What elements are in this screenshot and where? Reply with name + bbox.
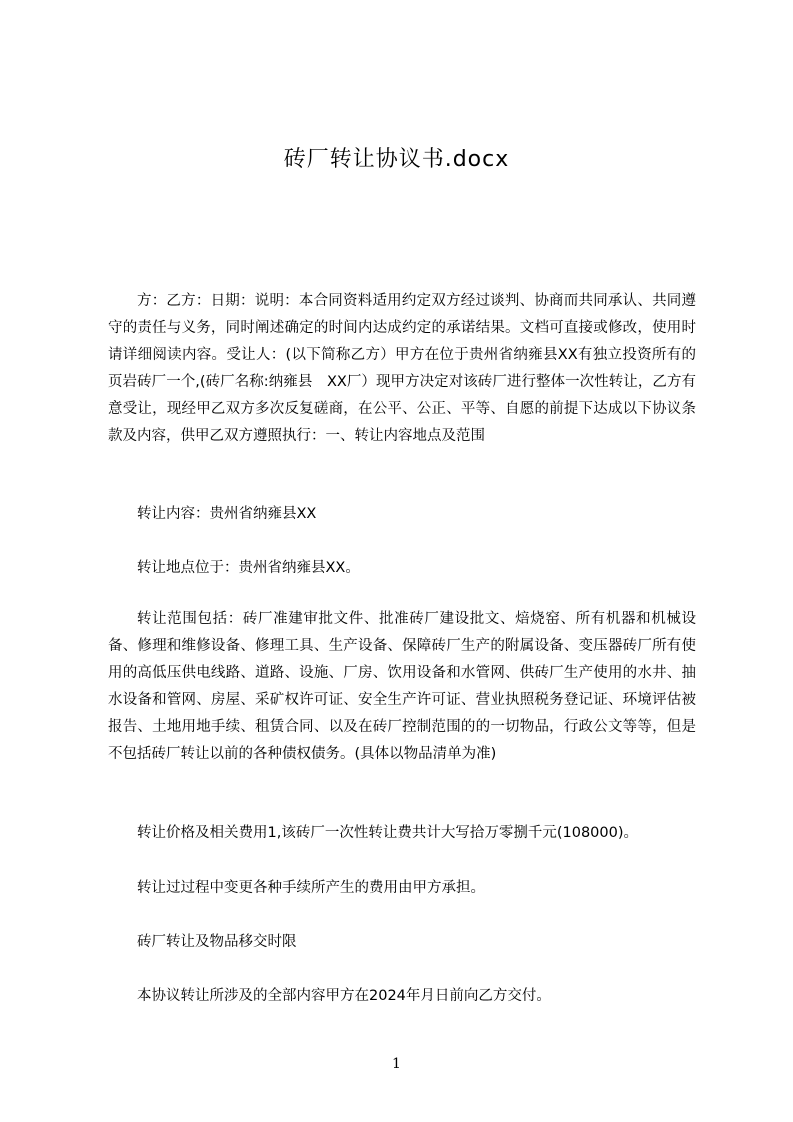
paragraph-handover-heading: 砖厂转让及物品移交时限 [137, 934, 297, 950]
paragraph-transfer-price: 转让价格及相关费用1,该砖厂一次性转让费共计大写拾万零捌千元(108000)。 [137, 825, 638, 841]
paragraph-handover-deadline: 本协议转让所涉及的全部内容甲方在2024年月日前向乙方交付。 [137, 988, 551, 1004]
paragraph-transfer-scope: 转让范围包括：砖厂准建审批文件、批准砖厂建设批文、焙烧窑、所有机器和机械设备、修理和维修设备、修理工具、生产设备、保障砖厂生产的附属设备、变压器砖厂所有使用的高低压供电线路、道路、设施、厂房、饮用设备和水管网、供砖厂生产使用的水井、抽水设备和管网、房屋、采矿权许可证、安全生产许可证、营业执照税务登记证、环境评估被报告、土地用地手续、租赁合同、以及在砖厂控制范围的的一切物品，行政公文等等，但是不包括砖厂转让以前的各种债权债务。(具体以物品清单为准) [108, 611, 696, 762]
paragraph-transfer-content: 转让内容：贵州省纳雍县XX [137, 506, 317, 522]
paragraph-transfer-fees: 转让过过程中变更各种手续所产生的费用由甲方承担。 [137, 880, 485, 896]
document-title: 砖厂转让协议书.docx [283, 147, 510, 172]
paragraph-transfer-location: 转让地点位于：贵州省纳雍县XX。 [137, 560, 360, 576]
paragraph-intro: 方：乙方：日期：说明：本合同资料适用约定双方经过谈判、协商而共同承认、共同遵守的责任与义务，同时阐述确定的时间内达成约定的承诺结果。文档可直接或修改，使用时请详细阅读内容。受让人：(以下简称乙方）甲方在位于贵州省纳雍县XX有独立投资所有的页岩砖厂一个,(砖厂名称:纳雍县 XX厂）现甲方决定对该砖厂进行整体一次性转让，乙方有意受让，现经甲乙双方多次反复磋商，在公平、公正、平等、自愿的前提下达成以下协议条款及内容，供甲乙双方遵照执行：一、转让内容地点及范围 [108, 293, 696, 444]
page-number: 1 [392, 1056, 401, 1072]
